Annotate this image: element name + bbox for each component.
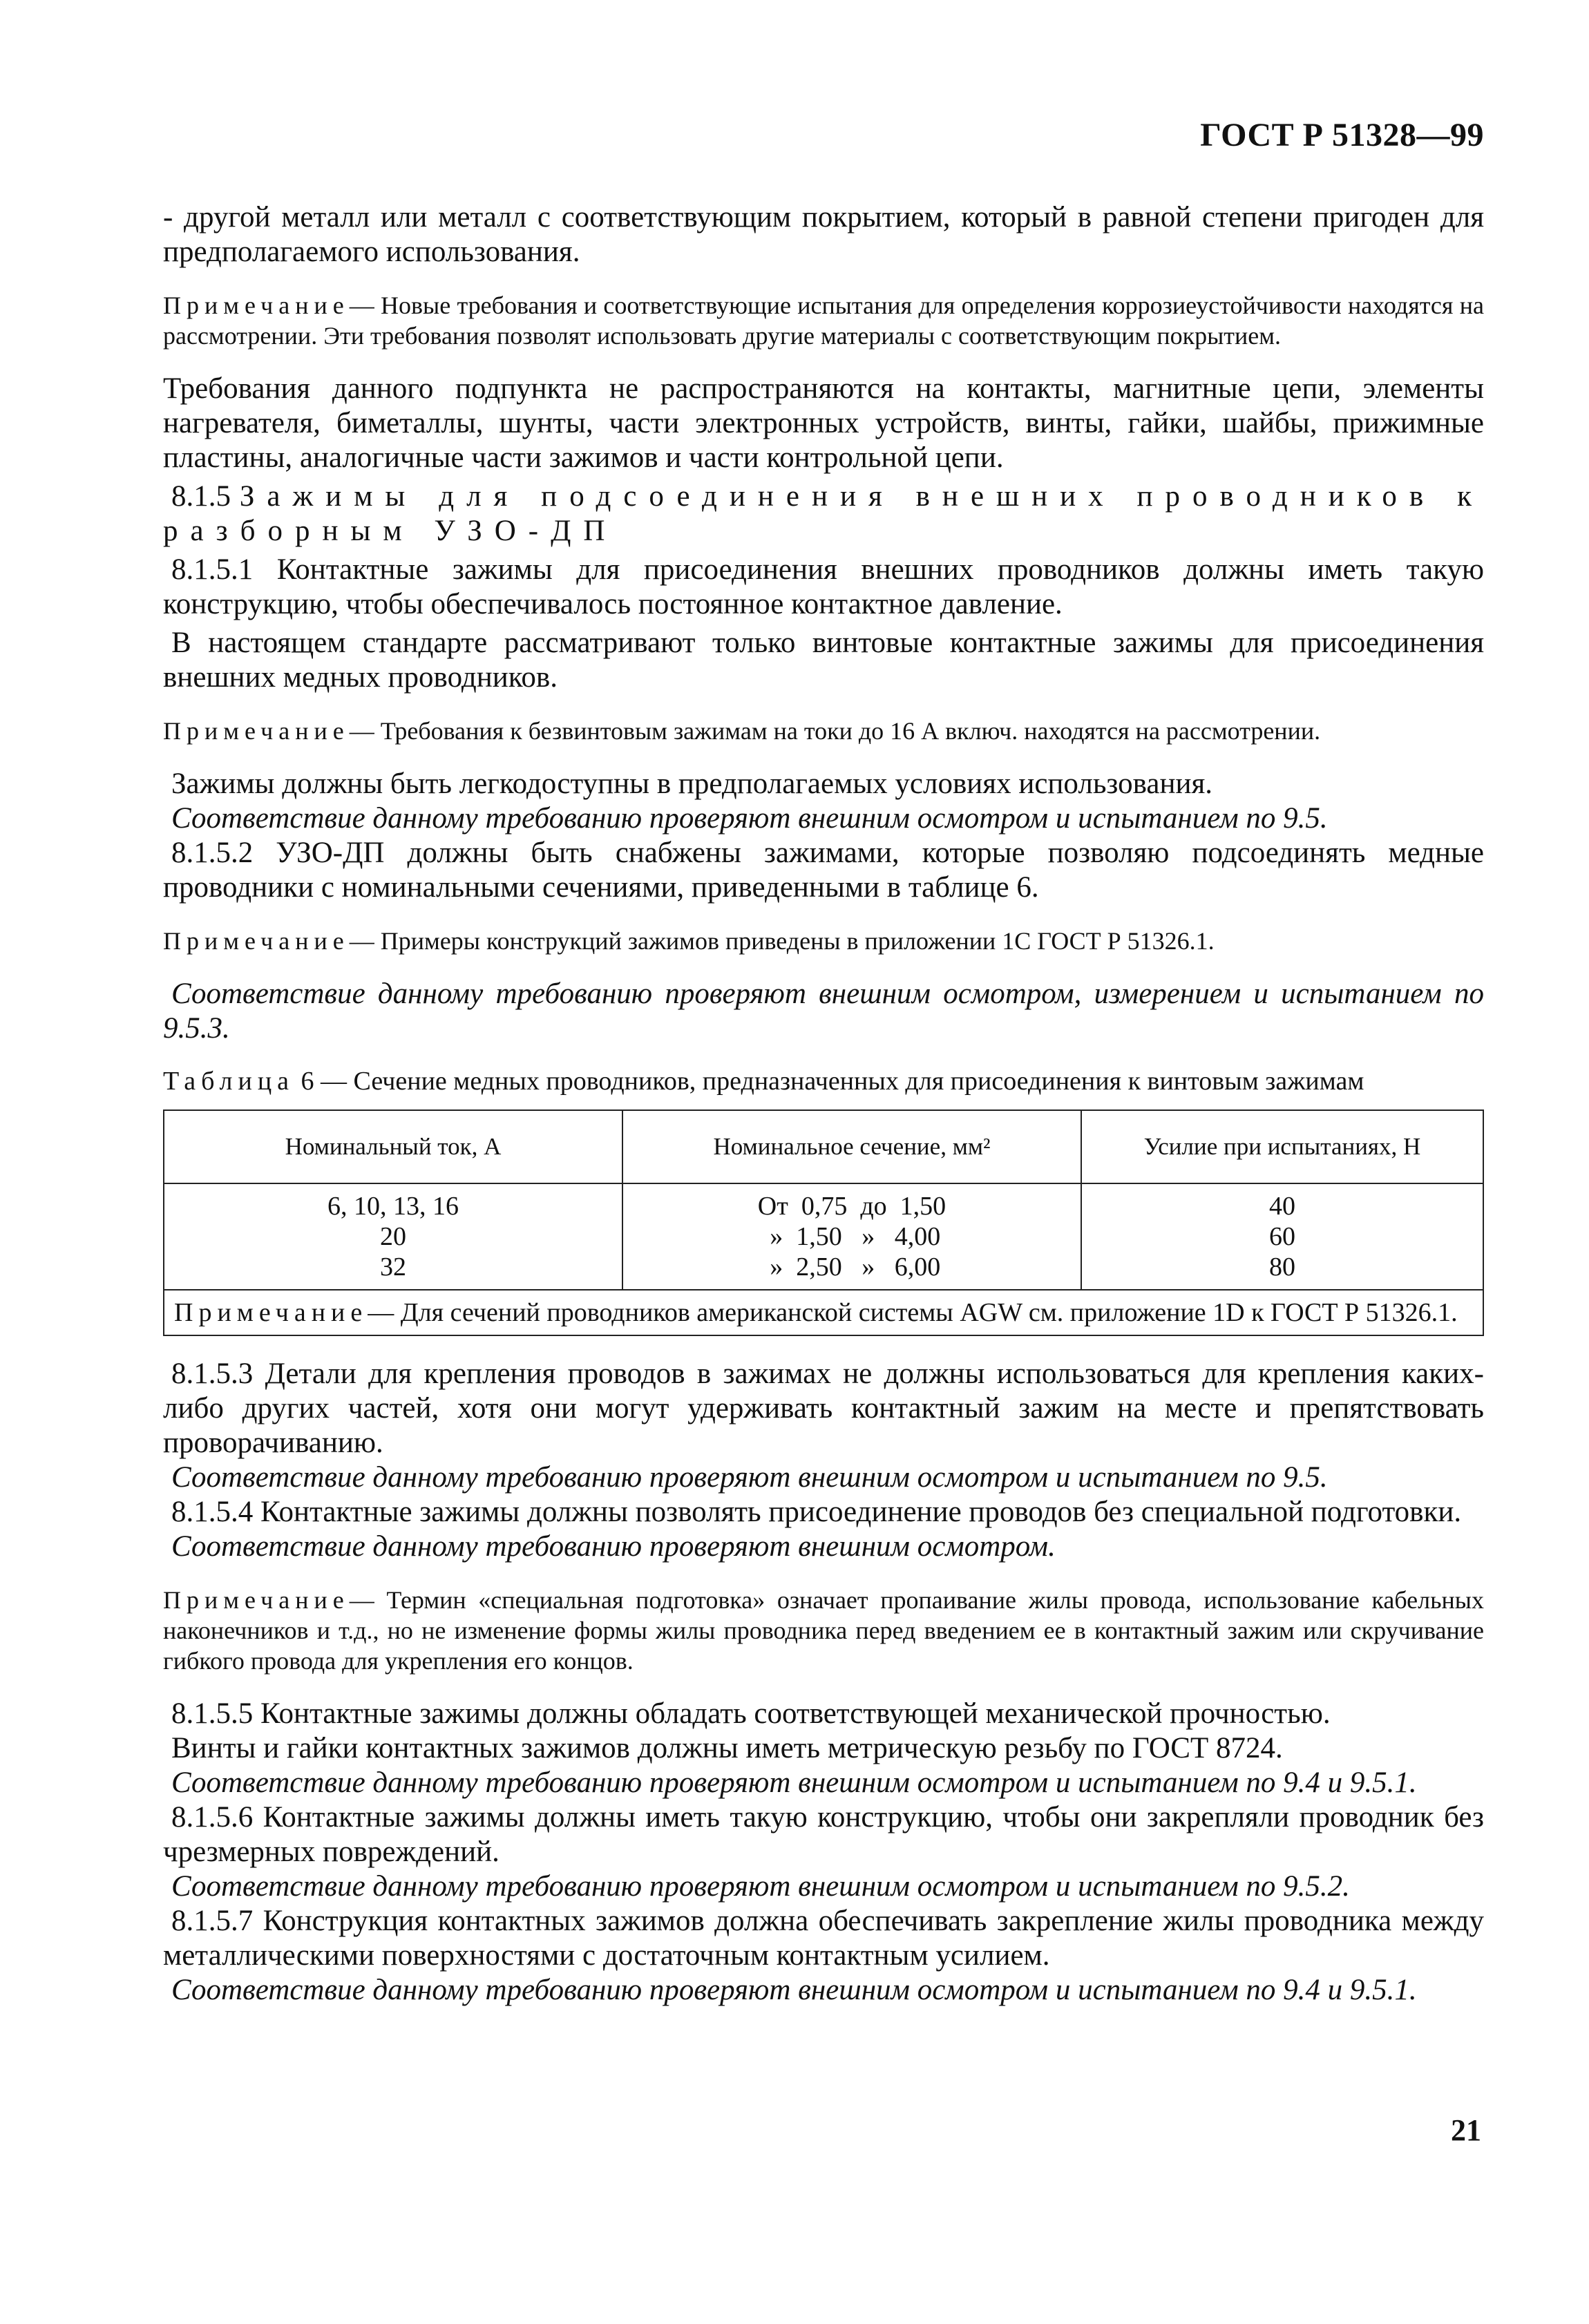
paragraph: Винты и гайки контактных зажимов должны иметь метрическую резьбу по ГОСТ 8724.	[171, 1732, 1283, 1764]
paragraph: - другой металл или металл с соответствующим покрытием, который в равной степени пригоден для предполагаемого использования.	[163, 201, 1484, 268]
column-header: Номинальный ток, А	[164, 1110, 622, 1183]
note-text: — Новые требования и соответствующие испытания для определения коррозиеустойчивости находятся на рассмотрении. Эти требования позволят использовать другие материалы с соответствующим покрытием.	[163, 292, 1484, 350]
note	[163, 716, 1484, 746]
cell-value: 32	[380, 1253, 406, 1282]
table-row	[164, 1183, 1483, 1290]
paragraph: 8.1.5.7 Конструкция контактных зажимов должна обеспечивать закрепление жилы проводника между металлическими поверхностями с достаточным контактным усилием.	[163, 1905, 1484, 1972]
cell-value: » 1,50 » 4,00	[763, 1222, 941, 1251]
note-text: — Требования к безвинтовым зажимам на токи до 16 А включ. находятся на рассмотрении.	[349, 717, 1321, 745]
compliance-text: Соответствие данному требованию проверяют внешним осмотром и испытанием по 9.4 и 9.5.1.	[171, 1974, 1417, 2006]
table-caption	[163, 1065, 1484, 1097]
document-body	[163, 200, 1484, 2008]
note-text: — Примеры конструкций зажимов приведены в приложении 1С ГОСТ Р 51326.1.	[349, 927, 1215, 955]
table-cell	[622, 1183, 1081, 1290]
compliance-text: Соответствие данному требованию проверяют внешним осмотром и испытанием по 9.5.2.	[171, 1870, 1350, 1903]
note-label: Примечание	[163, 1586, 350, 1614]
note-label: Примечание	[163, 927, 350, 955]
cell-value: 60	[1269, 1222, 1295, 1251]
compliance-text: Соответствие данному требованию проверяют внешним осмотром, измерением и испытанием по 9.5.3.	[163, 978, 1484, 1045]
cell-value: 20	[380, 1222, 406, 1251]
cell-value: 6, 10, 13, 16	[327, 1192, 459, 1221]
paragraph: Требования данного подпункта не распространяются на контакты, магнитные цепи, элементы нагревателя, биметаллы, шунты, части электронных устройств, винты, гайки, шайбы, прижимные пластины, аналогичные части зажимов и части контрольной цепи.	[163, 372, 1484, 474]
note-label: Примечание	[163, 717, 350, 745]
paragraph: В настоящем стандарте рассматривают только винтовые контактные зажимы для присоединения внешних медных проводников.	[163, 627, 1484, 694]
table-cell	[164, 1183, 622, 1290]
compliance-text: Соответствие данному требованию проверяют внешним осмотром и испытанием по 9.5.	[171, 802, 1328, 835]
table-note	[164, 1290, 1483, 1335]
note	[163, 926, 1484, 956]
cell-value: 80	[1269, 1253, 1295, 1282]
paragraph: 8.1.5.1 Контактные зажимы для присоединения внешних проводников должны иметь такую конструкцию, чтобы обеспечивалось постоянное контактное давление.	[163, 553, 1484, 620]
note	[163, 290, 1484, 351]
document-header: ГОСТ Р 51328—99	[1200, 117, 1484, 153]
note	[163, 1585, 1484, 1676]
paragraph: 8.1.5.5 Контактные зажимы должны обладать соответствующей механической прочностью.	[171, 1697, 1331, 1730]
note-label: Примечание	[174, 1298, 368, 1327]
compliance-text: Соответствие данному требованию проверяют внешним осмотром и испытанием по 9.4 и 9.5.1.	[171, 1766, 1417, 1799]
table-caption-label: Таблица	[163, 1067, 295, 1096]
conductor-table	[163, 1109, 1484, 1336]
cell-value: » 2,50 » 6,00	[763, 1253, 941, 1282]
cell-value: От 0,75 до 1,50	[757, 1192, 946, 1221]
table-caption-text: 6 — Сечение медных проводников, предназначенных для присоединения к винтовым зажимам	[301, 1067, 1364, 1096]
note-label: Примечание	[163, 292, 350, 319]
paragraph: Зажимы должны быть легкодоступны в предполагаемых условиях использования.	[171, 768, 1213, 800]
paragraph: 8.1.5.6 Контактные зажимы должны иметь такую конструкцию, чтобы они закрепляли проводник без чрезмерных повреждений.	[163, 1801, 1484, 1868]
section-number: 8.1.5	[171, 480, 231, 513]
compliance-text: Соответствие данному требованию проверяют внешним осмотром.	[171, 1530, 1056, 1563]
paragraph: 8.1.5.3 Детали для крепления проводов в зажимах не должны использоваться для крепления каких-либо других частей, хотя они могут удерживать контактный зажим на месте и препятствовать проворачиванию.	[163, 1358, 1484, 1459]
cell-value: 40	[1269, 1192, 1295, 1221]
table-note-row	[164, 1290, 1483, 1335]
compliance-text: Соответствие данному требованию проверяют внешним осмотром и испытанием по 9.5.	[171, 1461, 1328, 1494]
note-text: — Для сечений проводников американской системы AGW см. приложение 1D к ГОСТ Р 51326.1.	[368, 1298, 1458, 1327]
column-header: Усилие при испытаниях, Н	[1081, 1110, 1483, 1183]
page-number: 21	[1451, 2113, 1481, 2147]
table-header-row	[164, 1110, 1483, 1183]
section-title: Зажимы для подсоединения внешних проводников к разборным УЗО-ДП	[163, 480, 1484, 547]
table-cell	[1081, 1183, 1483, 1290]
column-header: Номинальное сечение, мм²	[622, 1110, 1081, 1183]
note-text: — Термин «специальная подготовка» означает пропаивание жилы провода, использование кабельных наконечников и т.д., но не изменение формы жилы проводника перед введением ее в контактный зажим или скручивание гибкого провода для укрепления его концов.	[163, 1586, 1484, 1675]
paragraph: 8.1.5.4 Контактные зажимы должны позволять присоединение проводов без специальной подготовки.	[171, 1496, 1462, 1528]
paragraph: 8.1.5.2 УЗО-ДП должны быть снабжены зажимами, которые позволяю подсоединять медные проводники с номинальными сечениями, приведенными в таблице 6.	[163, 837, 1484, 904]
section-heading	[163, 479, 1484, 549]
